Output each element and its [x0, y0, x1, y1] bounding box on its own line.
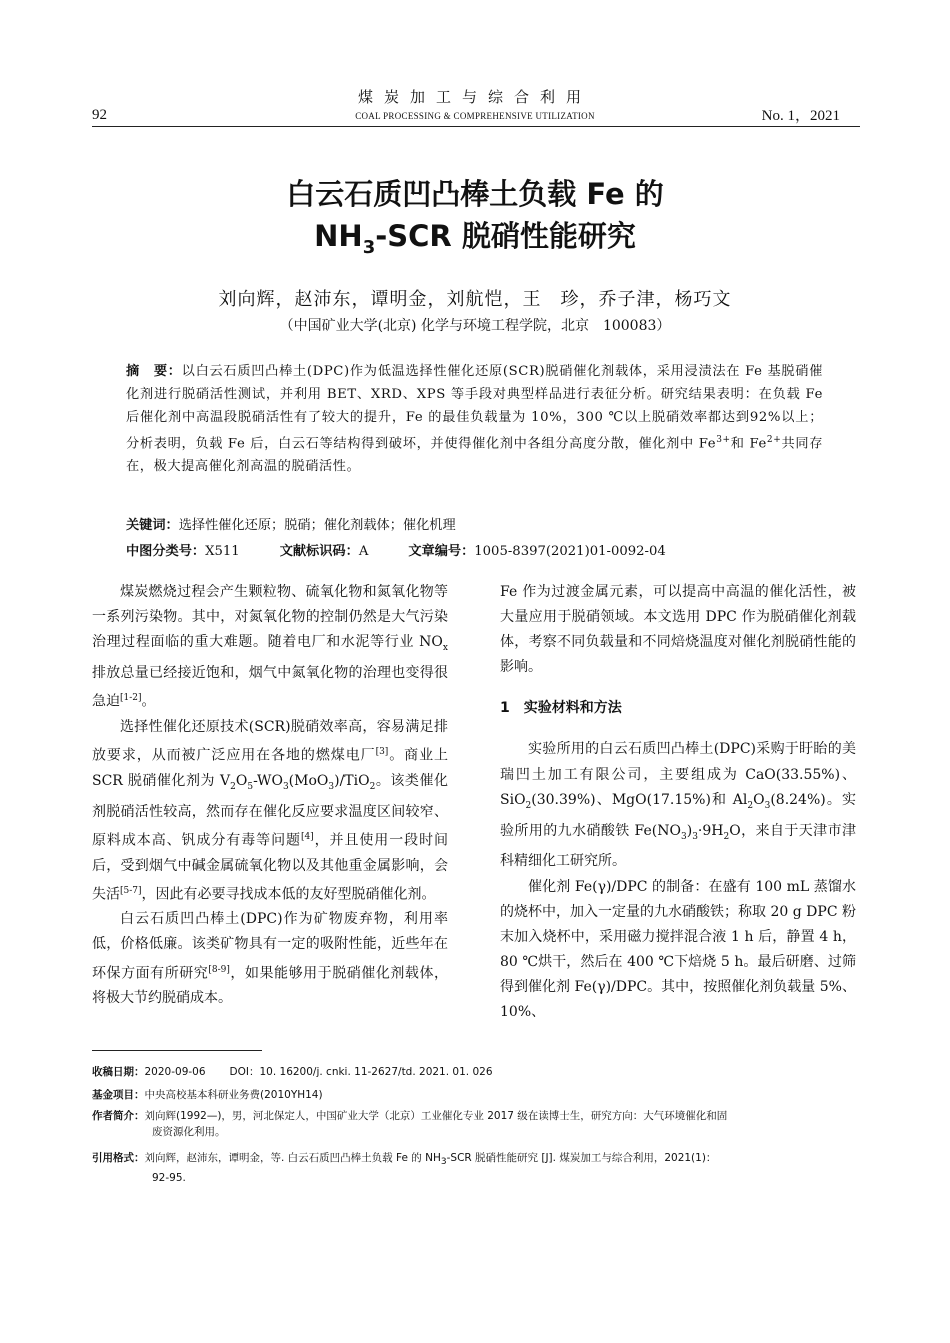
- body-right-column: [500, 580, 856, 1025]
- classification: 中图分类号：X511 文献标识码：A 文章编号：1005-8397(2021)01-0092-04: [126, 544, 666, 559]
- footnote-fund: 基金项目：中央高校基本科研业务费(2010YH14): [92, 1089, 323, 1101]
- header-rule: [92, 126, 860, 127]
- section-heading: 1 实验材料和方法: [500, 700, 622, 717]
- paragraph: Fe 作为过渡金属元素，可以提高中高温的催化活性，被大量应用于脱硝领域。本文选用 DPC 作为脱硝催化剂载体，考察不同负载量和不同焙烧温度对催化剂脱硝性能的影响。: [500, 584, 856, 676]
- paragraph: 实验所用的白云石质凹凸棒土(DPC)采购于盱眙的美瑞凹土加工有限公司，主要组成为 CaO(33.55%)、SiO$_2$(30.39%)、MgO(17.15%)和 $Al_2O_3(8.24\%)$。实验所用的九水硝酸铁 $Fe(NO_3)_3\cdot 9H_2O$，来自于天津市津科精细化工研究所。: [500, 741, 856, 870]
- paper-title-line2: $NH_3$-SCR 脱硝性能研究: [314, 219, 636, 258]
- footnote-author: 作者简介：刘向辉(1992—)，男，河北保定人，中国矿业大学（北京）工业催化专业 2017 级在读博士生，研究方向：大气环境催化和固 废资源化利用。: [92, 1110, 728, 1138]
- paragraph: 煤炭燃烧过程会产生颗粒物、硫氧化物和氮氧化物等一系列污染物。其中，对氮氧化物的控制仍然是大气污染治理过程面临的重大难题。随着电厂和水泥等行业 $NO_x$ 排放总量已经接近饱和，烟气中氮氧化物的治理也变得很急迫[1-2]。: [92, 584, 448, 710]
- journal-title-cn: 煤炭加工与综合利用: [357, 88, 592, 106]
- paragraph: 白云石质凹凸棒土(DPC)作为矿物废弃物，利用率低，价格低廉。该类矿物具有一定的吸附性能，近些年在环保方面有所研究[8-9]，如果能够用于脱硝催化剂载体，将极大节约脱硝成本。: [92, 911, 449, 1007]
- paragraph: 催化剂 Fe(γ)/DPC 的制备：在盛有 100 mL 蒸馏水的烧杯中，加入一定量的九水硝酸铁；称取 20 g DPC 粉末加入烧杯中，采用磁力搅拌混合液 1 h 后，静置 4 h，80 ℃烘干，然后在 400 ℃下焙烧 5 h。最后研磨、过筛得到催化剂 Fe(γ)/DPC。其中，按照催化剂负载量 5%、10%、: [500, 878, 856, 1020]
- footnote-rule: [92, 1050, 262, 1051]
- abstract-label: 摘 要：: [126, 364, 182, 379]
- paragraph: 选择性催化还原技术(SCR)脱硝效率高，容易满足排放要求，从而被广泛应用在各地的燃煤电厂[3]。商业上 SCR 脱硝催化剂为 $V_2O_5-WO_3(MoO_3)/TiO_2$。该类催化剂脱硝活性较高，然而存在催化反应要求温度区间较窄、原料成本高、钒成分有毒等问题[4]，并且使用一段时间后，受到烟气中碱金属硫氧化物以及其他重金属影响，会失活[5-7]，因此有必要寻找成本低的友好型脱硝催化剂。: [92, 718, 449, 903]
- footnote-citation: 引用格式：刘向辉，赵沛东，谭明金，等. 白云石质凹凸棒土负载 Fe 的 NH3-SCR 脱硝性能研究 [J]. 煤炭加工与综合利用，2021(1)： 92-95.: [92, 1152, 717, 1185]
- body-left-column: [92, 580, 448, 1011]
- issue-number: No. 1，2021: [761, 108, 840, 124]
- page-number: 92: [92, 107, 107, 123]
- journal-title-en: COAL PROCESSING & COMPREHENSIVE UTILIZATION: [355, 111, 595, 121]
- paper-title-line1: 白云石质凹凸棒土负载 Fe 的: [286, 177, 664, 211]
- abstract: 摘 要：以白云石质凹凸棒土(DPC)作为低温选择性催化还原(SCR)脱硝催化剂载体，采用浸渍法在 Fe 基脱硝催化剂进行脱硝活性测试，并利用 BET、XRD、XPS 等手段对典型样品进行表征分析。研究结果表明：在负载 Fe 后催化剂中高温段脱硝活性有了较大的提升，Fe 的最佳负载量为 10%，300 ℃以上脱硝效率都达到92%以上；分析表明，负载 Fe 后，白云石等结构得到破坏，并使得催化剂中各组分高度分散，催化剂中 $Fe^{3+}$和 $Fe^{2+}$共同存在，极大提高催化剂高温的脱硝活性。: [126, 364, 824, 475]
- footnote-received: 收稿日期：2020-09-06 DOI：10. 16200/j. cnki. 11-2627/td. 2021. 01. 026: [92, 1066, 493, 1078]
- authors: 刘向辉，赵沛东，谭明金，刘航恺，王 珍，乔子津，杨巧文: [218, 289, 732, 310]
- affiliation: （中国矿业大学(北京) 化学与环境工程学院，北京 100083）: [279, 318, 671, 334]
- keywords: 关键词：选择性催化还原；脱硝；催化剂载体；催化机理: [126, 518, 456, 533]
